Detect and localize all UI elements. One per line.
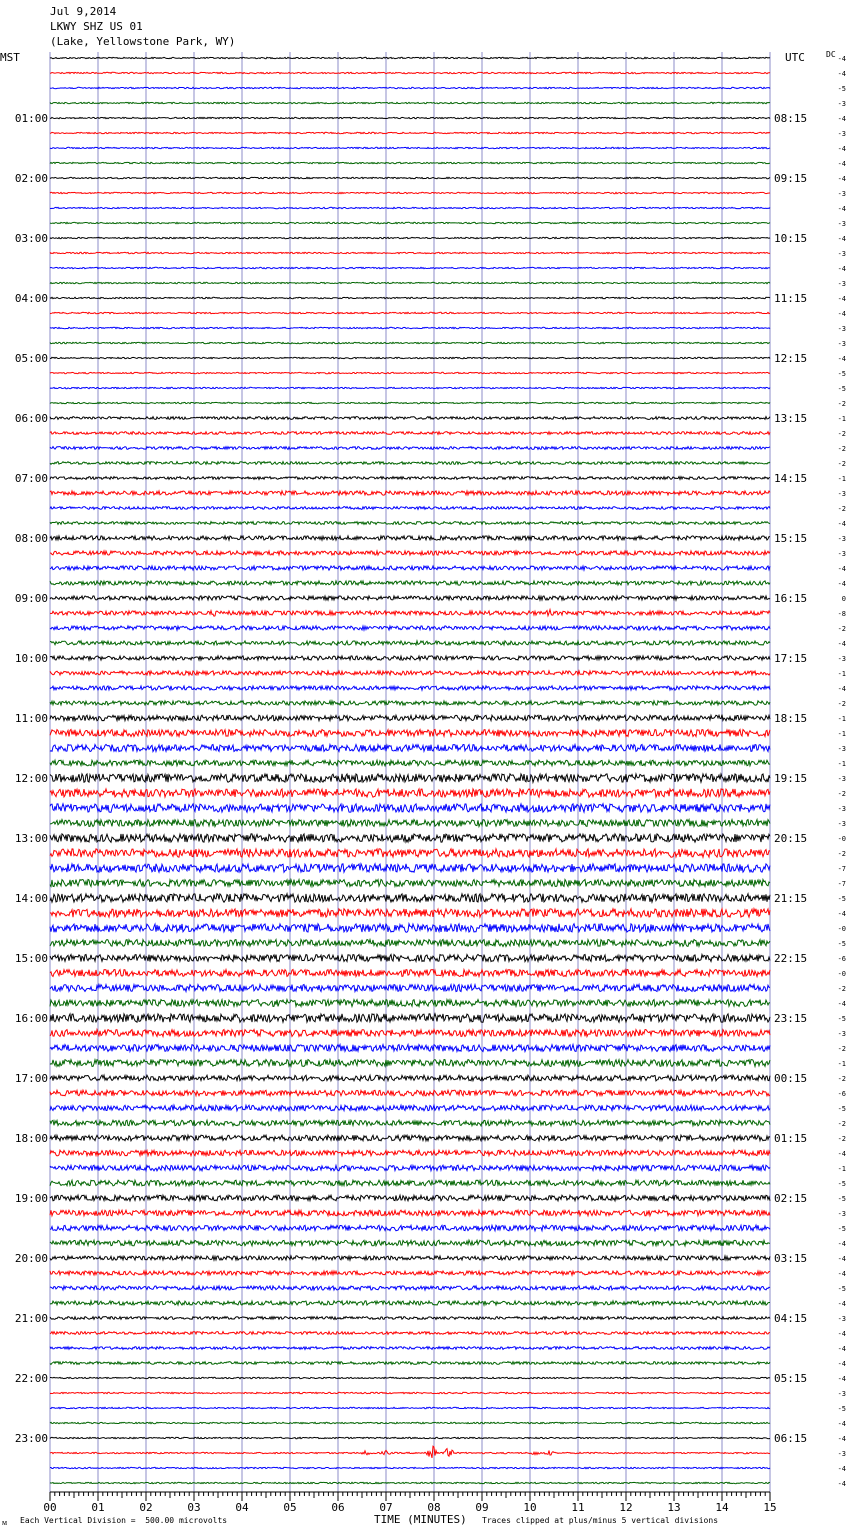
seismic-trace — [50, 132, 770, 133]
utc-hour-label: 09:15 — [774, 172, 808, 185]
mst-hour-label: 05:00 — [14, 352, 48, 365]
dc-offset-label: -2 — [837, 445, 846, 453]
seismic-trace — [50, 1362, 770, 1365]
dc-offset-label: -4 — [837, 145, 846, 153]
utc-hour-label: 05:15 — [774, 1372, 808, 1385]
dc-offset-label: -4 — [837, 1255, 846, 1263]
mst-hour-label: 11:00 — [14, 712, 48, 725]
dc-offset-label: -5 — [837, 1285, 846, 1293]
x-tick-label: 09 — [475, 1501, 489, 1514]
dc-offset-label: -4 — [837, 295, 846, 303]
dc-offset-label: -3 — [837, 220, 846, 228]
dc-offset-label: -4 — [837, 55, 846, 63]
seismic-trace — [50, 1120, 770, 1126]
dc-offset-label: -4 — [837, 1360, 846, 1368]
dc-offset-label: -2 — [837, 1045, 846, 1053]
x-tick-label: 03 — [187, 1501, 201, 1514]
dc-offset-label: -3 — [837, 490, 846, 498]
dc-offset-label: -3 — [837, 325, 846, 333]
dc-offset-label: -3 — [837, 250, 846, 258]
seismic-trace — [50, 730, 770, 737]
x-tick-label: 01 — [91, 1501, 105, 1514]
seismic-trace — [50, 237, 770, 238]
dc-offset-label: -4 — [837, 1435, 846, 1443]
dc-offset-label: -2 — [837, 430, 846, 438]
seismic-trace — [50, 924, 770, 932]
seismic-trace — [50, 1225, 770, 1231]
clip-note: Traces clipped at plus/minus 5 vertical divisions — [482, 1516, 719, 1525]
mst-hour-label: 13:00 — [14, 832, 48, 845]
dc-offset-label: -4 — [837, 580, 846, 588]
seismic-trace — [50, 1014, 770, 1022]
x-tick-label: 02 — [139, 1501, 153, 1514]
utc-hour-label: 15:15 — [774, 532, 808, 545]
dc-offset-label: -3 — [837, 130, 846, 138]
dc-offset-label: -3 — [837, 280, 846, 288]
dc-offset-label: -4 — [837, 640, 846, 648]
dc-offset-label: -1 — [837, 670, 846, 678]
mst-hour-label: 01:00 — [14, 112, 48, 125]
seismic-trace — [50, 102, 770, 103]
dc-offset-label: -2 — [837, 460, 846, 468]
dc-offset-label: -2 — [837, 985, 846, 993]
scale-note: Each Vertical Division = 500.00 microvolts — [20, 1516, 228, 1525]
utc-hour-label: 21:15 — [774, 892, 808, 905]
mst-hour-label: 09:00 — [14, 592, 48, 605]
dc-offset-label: -4 — [837, 1270, 846, 1278]
x-tick-label: 00 — [43, 1501, 57, 1514]
seismic-trace — [50, 596, 770, 600]
dc-offset-label: -3 — [837, 1315, 846, 1323]
dc-offset-label: -4 — [837, 1375, 846, 1383]
dc-offset-label: -5 — [837, 1015, 846, 1023]
seismic-trace — [50, 402, 770, 403]
seismic-trace — [50, 477, 770, 480]
seismic-trace — [50, 1437, 770, 1438]
mst-hour-label: 23:00 — [14, 1432, 48, 1445]
seismic-trace — [50, 342, 770, 343]
seismic-trace — [50, 1045, 770, 1052]
seismic-trace — [50, 745, 770, 752]
seismic-trace — [50, 671, 770, 675]
dc-offset-label: -3 — [837, 1450, 846, 1458]
dc-offset-label: -3 — [837, 745, 846, 753]
seismic-trace — [50, 656, 770, 660]
x-tick-label: 11 — [571, 1501, 585, 1514]
dc-offset-label: -1 — [837, 1165, 846, 1173]
dc-offset-label: -0 — [837, 835, 846, 843]
utc-hour-label: 02:15 — [774, 1192, 808, 1205]
dc-offset-label: -3 — [837, 820, 846, 828]
x-tick-label: 08 — [427, 1501, 441, 1514]
seismic-trace — [50, 1422, 770, 1423]
dc-offset-label: -4 — [837, 1345, 846, 1353]
seismic-trace — [50, 686, 770, 690]
seismic-trace — [50, 789, 770, 797]
seismic-trace — [50, 297, 770, 298]
seismic-trace — [50, 1195, 770, 1201]
seismic-trace — [50, 117, 770, 118]
x-tick-label: 14 — [715, 1501, 729, 1514]
dc-offset-label: -3 — [837, 100, 846, 108]
seismic-trace — [50, 1446, 770, 1458]
dc-offset-label: -2 — [837, 1135, 846, 1143]
dc-offset-label: -2 — [837, 625, 846, 633]
utc-hour-label: 20:15 — [774, 832, 808, 845]
seismic-trace — [50, 864, 770, 872]
seismic-trace — [50, 1317, 770, 1320]
dc-offset-label: -5 — [837, 1180, 846, 1188]
dc-offset-label: -5 — [837, 1405, 846, 1413]
dc-offset-label: -2 — [837, 400, 846, 408]
mst-hour-label: 16:00 — [14, 1012, 48, 1025]
seismic-trace — [50, 327, 770, 328]
dc-offset-label: -3 — [837, 1030, 846, 1038]
seismic-trace — [50, 522, 770, 525]
mst-hour-label: 12:00 — [14, 772, 48, 785]
dc-offset-label: -3 — [837, 775, 846, 783]
seismic-trace — [50, 507, 770, 510]
seismic-trace — [50, 909, 770, 917]
dc-offset-label: -0 — [837, 925, 846, 933]
mst-hour-label: 10:00 — [14, 652, 48, 665]
dc-offset-label: -4 — [837, 1000, 846, 1008]
seismic-trace — [50, 192, 770, 193]
seismic-trace — [50, 551, 770, 555]
mst-hour-label: 15:00 — [14, 952, 48, 965]
seismic-trace — [50, 1407, 770, 1408]
seismic-trace — [50, 491, 770, 495]
x-axis-title: TIME (MINUTES) — [374, 1513, 467, 1526]
dc-offset-label: -4 — [837, 355, 846, 363]
dc-offset-label: -4 — [837, 175, 846, 183]
utc-hour-label: 08:15 — [774, 112, 808, 125]
utc-hour-label: 01:15 — [774, 1132, 808, 1145]
seismic-trace — [50, 1135, 770, 1141]
dc-offset-label: -5 — [837, 85, 846, 93]
seismic-trace — [50, 267, 770, 268]
seismic-trace — [50, 804, 770, 812]
utc-hour-label: 11:15 — [774, 292, 808, 305]
dc-offset-label: -5 — [837, 940, 846, 948]
dc-offset-label: -7 — [837, 880, 846, 888]
dc-offset-label: -4 — [837, 205, 846, 213]
x-tick-label: 04 — [235, 1501, 249, 1514]
dc-offset-label: -4 — [837, 1420, 846, 1428]
seismic-trace — [50, 1377, 770, 1378]
seismic-trace — [50, 207, 770, 208]
dc-label: DC — [826, 50, 836, 59]
mst-hour-label: 18:00 — [14, 1132, 48, 1145]
seismic-trace — [50, 1332, 770, 1335]
dc-offset-label: -3 — [837, 655, 846, 663]
dc-offset-label: -0 — [837, 970, 846, 978]
mst-hour-label: 17:00 — [14, 1072, 48, 1085]
seismic-trace — [50, 641, 770, 645]
seismic-trace — [50, 880, 770, 887]
x-tick-label: 15 — [763, 1501, 777, 1514]
dc-offset-label: -2 — [837, 700, 846, 708]
mst-hour-label: 19:00 — [14, 1192, 48, 1205]
utc-hour-label: 13:15 — [774, 412, 808, 425]
seismic-trace — [50, 970, 770, 977]
dc-offset-label: -4 — [837, 310, 846, 318]
header-date: Jul 9,2014 — [50, 5, 117, 18]
seismic-trace — [50, 1347, 770, 1350]
seismic-trace — [50, 834, 770, 842]
dc-offset-label: -5 — [837, 385, 846, 393]
x-tick-label: 13 — [667, 1501, 681, 1514]
seismic-trace — [50, 147, 770, 148]
seismic-trace — [50, 581, 770, 585]
dc-offset-label: -3 — [837, 1390, 846, 1398]
utc-hour-label: 23:15 — [774, 1012, 808, 1025]
dc-offset-label: -4 — [837, 520, 846, 528]
dc-offset-label: -4 — [837, 235, 846, 243]
seismic-trace — [50, 372, 770, 373]
utc-hour-label: 00:15 — [774, 1072, 808, 1085]
mst-hour-label: 08:00 — [14, 532, 48, 545]
utc-hour-label: 12:15 — [774, 352, 808, 365]
dc-offset-label: -4 — [837, 1465, 846, 1473]
dc-offset-label: -4 — [837, 1240, 846, 1248]
dc-offset-label: -4 — [837, 1300, 846, 1308]
seismic-trace — [50, 222, 770, 223]
seismic-trace — [50, 1090, 770, 1096]
seismic-trace — [50, 1030, 770, 1037]
dc-offset-label: -4 — [837, 685, 846, 693]
seismic-trace — [50, 760, 770, 766]
utc-hour-label: 18:15 — [774, 712, 808, 725]
dc-offset-label: -2 — [837, 790, 846, 798]
seismic-trace — [50, 1240, 770, 1246]
dc-offset-label: -4 — [837, 1480, 846, 1488]
dc-offset-label: -4 — [837, 160, 846, 168]
mst-hour-label: 14:00 — [14, 892, 48, 905]
seismic-trace — [50, 1467, 770, 1468]
mst-hour-label: 07:00 — [14, 472, 48, 485]
seismic-trace — [50, 417, 770, 420]
dc-offset-label: -4 — [837, 1150, 846, 1158]
utc-hour-label: 19:15 — [774, 772, 808, 785]
seismic-trace — [50, 955, 770, 962]
seismic-trace — [50, 774, 770, 782]
seismic-trace — [50, 72, 770, 73]
dc-offset-label: -6 — [837, 1090, 846, 1098]
utc-hour-label: 03:15 — [774, 1252, 808, 1265]
seismic-trace — [50, 1165, 770, 1171]
dc-offset-label: 0 — [841, 595, 846, 603]
x-tick-label: 10 — [523, 1501, 537, 1514]
seismic-trace — [50, 1271, 770, 1275]
seismic-trace — [50, 536, 770, 540]
seismic-trace — [50, 940, 770, 947]
utc-hour-label: 14:15 — [774, 472, 808, 485]
dc-offset-label: -5 — [837, 1195, 846, 1203]
seismic-trace — [50, 849, 770, 857]
dc-offset-label: -4 — [837, 1330, 846, 1338]
dc-offset-label: -2 — [837, 1120, 846, 1128]
seismic-trace — [50, 1482, 770, 1483]
dc-offset-label: -1 — [837, 1060, 846, 1068]
dc-offset-label: -3 — [837, 805, 846, 813]
mst-hour-label: 22:00 — [14, 1372, 48, 1385]
seismic-trace — [50, 87, 770, 88]
dc-offset-label: -5 — [837, 1225, 846, 1233]
dc-offset-label: -4 — [837, 70, 846, 78]
seismic-trace — [50, 357, 770, 358]
dc-offset-label: -5 — [837, 1105, 846, 1113]
seismic-trace — [50, 252, 770, 253]
corner-mark: ᴍ — [2, 1518, 8, 1527]
seismic-trace — [50, 1180, 770, 1186]
seismic-trace — [50, 1105, 770, 1111]
mst-hour-label: 21:00 — [14, 1312, 48, 1325]
dc-offset-label: -7 — [837, 865, 846, 873]
utc-hour-label: 16:15 — [774, 592, 808, 605]
dc-offset-label: -8 — [837, 610, 846, 618]
dc-offset-label: -1 — [837, 730, 846, 738]
seismic-trace — [50, 626, 770, 630]
mst-hour-label: 20:00 — [14, 1252, 48, 1265]
dc-offset-label: -1 — [837, 475, 846, 483]
dc-offset-label: -3 — [837, 535, 846, 543]
dc-offset-label: -1 — [837, 415, 846, 423]
mst-hour-label: 06:00 — [14, 412, 48, 425]
dc-offset-label: -2 — [837, 1075, 846, 1083]
utc-hour-label: 04:15 — [774, 1312, 808, 1325]
dc-offset-label: -2 — [837, 505, 846, 513]
seismic-trace — [50, 715, 770, 721]
dc-offset-label: -3 — [837, 550, 846, 558]
dc-offset-label: -4 — [837, 565, 846, 573]
dc-offset-label: -1 — [837, 760, 846, 768]
seismic-trace — [50, 432, 770, 435]
mst-hour-label: 03:00 — [14, 232, 48, 245]
seismic-trace — [50, 57, 770, 58]
seismic-trace — [50, 447, 770, 450]
dc-offset-label: -3 — [837, 1210, 846, 1218]
right-axis-label: UTC — [785, 51, 805, 64]
x-tick-label: 06 — [331, 1501, 345, 1514]
seismic-trace — [50, 387, 770, 388]
seismic-trace — [50, 1060, 770, 1067]
seismic-trace — [50, 1000, 770, 1007]
seismic-trace — [50, 1392, 770, 1393]
x-tick-label: 05 — [283, 1501, 297, 1514]
dc-offset-label: -1 — [837, 715, 846, 723]
dc-offset-label: -5 — [837, 370, 846, 378]
dc-offset-label: -4 — [837, 910, 846, 918]
seismic-trace — [50, 701, 770, 705]
seismic-trace — [50, 312, 770, 313]
header-station: LKWY SHZ US 01 — [50, 20, 143, 33]
seismic-trace — [50, 1210, 770, 1216]
mst-hour-label: 04:00 — [14, 292, 48, 305]
seismic-trace — [50, 1075, 770, 1081]
seismic-trace — [50, 1256, 770, 1260]
seismic-trace — [50, 820, 770, 827]
utc-hour-label: 17:15 — [774, 652, 808, 665]
seismic-trace — [50, 610, 770, 617]
header-location: (Lake, Yellowstone Park, WY) — [50, 35, 236, 48]
dc-offset-label: -3 — [837, 340, 846, 348]
seismic-trace — [50, 985, 770, 992]
utc-hour-label: 06:15 — [774, 1432, 808, 1445]
x-tick-label: 12 — [619, 1501, 633, 1514]
seismic-trace — [50, 566, 770, 570]
seismic-trace — [50, 1301, 770, 1305]
utc-hour-label: 10:15 — [774, 232, 808, 245]
seismic-trace — [50, 462, 770, 465]
seismic-trace — [50, 162, 770, 163]
seismic-trace — [50, 177, 770, 178]
dc-offset-label: -4 — [837, 265, 846, 273]
x-tick-label: 07 — [379, 1501, 393, 1514]
utc-hour-label: 22:15 — [774, 952, 808, 965]
seismic-trace — [50, 894, 770, 902]
dc-offset-label: -4 — [837, 115, 846, 123]
dc-offset-label: -2 — [837, 850, 846, 858]
left-axis-label: MST — [0, 51, 20, 64]
dc-offset-label: -3 — [837, 190, 846, 198]
dc-offset-label: -6 — [837, 955, 846, 963]
seismic-trace — [50, 1150, 770, 1156]
seismic-trace — [50, 1286, 770, 1290]
dc-offset-label: -5 — [837, 895, 846, 903]
mst-hour-label: 02:00 — [14, 172, 48, 185]
seismic-trace — [50, 282, 770, 283]
